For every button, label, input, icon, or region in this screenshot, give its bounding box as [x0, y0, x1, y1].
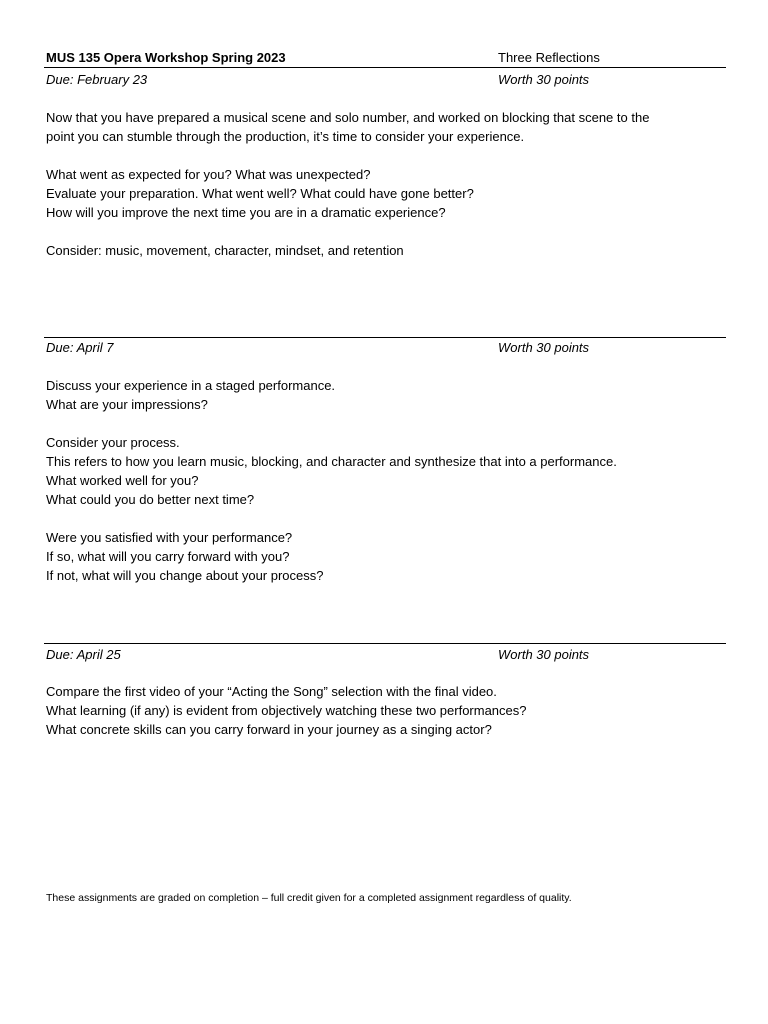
section-2-line: What worked well for you?: [46, 473, 199, 488]
section-1-due-date: Due: February 23: [46, 72, 148, 87]
grading-note: These assignments are graded on completion – full credit given for a completed assignment regardless of quality.: [46, 892, 572, 904]
section-2-line: Consider your process.: [46, 435, 180, 450]
section-2-line: If so, what will you carry forward with you?: [46, 549, 290, 564]
section-3-due-date: Due: April 25: [46, 647, 121, 662]
section-3-line: Compare the first video of your “Acting the Song” selection with the final video.: [46, 684, 497, 699]
section-1-line: point you can stumble through the production, it’s time to consider your experience.: [46, 129, 525, 144]
section-3-line: What concrete skills can you carry forward in your journey as a singing actor?: [46, 722, 492, 737]
section-2-line: What are your impressions?: [46, 397, 208, 412]
section-1-line: Now that you have prepared a musical scene and solo number, and worked on blocking that scene to the: [46, 110, 650, 125]
section-1-line: What went as expected for you? What was unexpected?: [46, 167, 371, 182]
section-1-points: Worth 30 points: [498, 72, 590, 87]
section-1-meta: [46, 71, 726, 91]
section-2-due-date: Due: April 7: [46, 340, 114, 355]
section-2-meta: [46, 339, 726, 359]
course-title: MUS 135 Opera Workshop Spring 2023: [46, 50, 286, 65]
section-1-line: How will you improve the next time you are in a dramatic experience?: [46, 205, 446, 220]
section-3-rule: [44, 643, 726, 644]
section-1-line: Evaluate your preparation. What went well? What could have gone better?: [46, 186, 474, 201]
section-2-line: If not, what will you change about your process?: [46, 568, 324, 583]
section-2-points: Worth 30 points: [498, 340, 590, 355]
section-2-line: This refers to how you learn music, blocking, and character and synthesize that into a performance.: [46, 454, 617, 469]
section-1-line: Consider: music, movement, character, mindset, and retention: [46, 243, 404, 258]
document-title: Three Reflections: [498, 50, 600, 65]
section-2-rule: [44, 337, 726, 338]
section-2-line: Were you satisfied with your performance?: [46, 530, 293, 545]
section-2-line: Discuss your experience in a staged performance.: [46, 378, 336, 393]
document-header: [46, 49, 726, 69]
section-3-line: What learning (if any) is evident from objectively watching these two performances?: [46, 703, 527, 718]
section-2-line: What could you do better next time?: [46, 492, 255, 507]
section-3-meta: [46, 646, 726, 666]
section-3-points: Worth 30 points: [498, 647, 590, 662]
header-rule: [44, 67, 726, 68]
